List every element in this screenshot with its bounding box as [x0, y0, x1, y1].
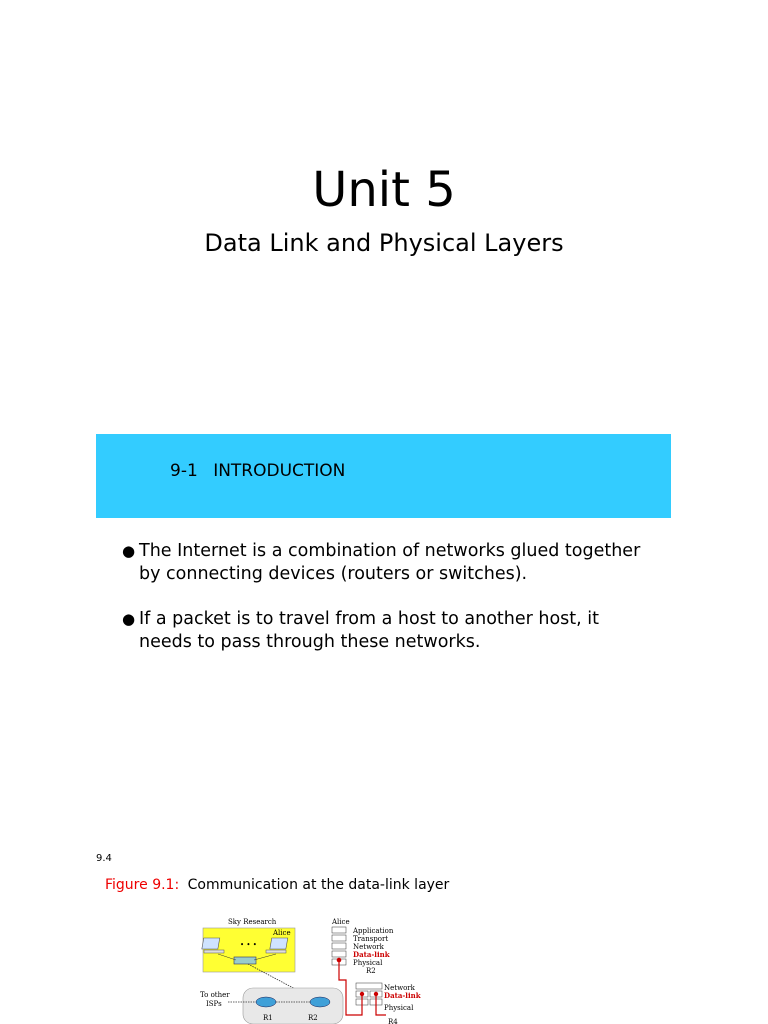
section-number: 9-1 [170, 461, 198, 481]
slide-title: Unit 5 [312, 162, 456, 218]
alice-stack-label: Alice [332, 918, 350, 926]
bullet-text: The Internet is a combination of networks glued together by connecting devices (routers or switches). [139, 541, 641, 584]
figure-number: Figure 9.1: [105, 877, 180, 893]
section-banner [96, 434, 671, 518]
isp-region [243, 988, 343, 1024]
alice-lan-label: Alice [273, 929, 291, 937]
figure-caption-text: Communication at the data-link layer [187, 877, 450, 893]
list-item [122, 608, 642, 654]
r4-label: R4 [388, 1018, 398, 1024]
slide-subtitle: Data Link and Physical Layers [204, 229, 564, 257]
router-icon [310, 997, 330, 1007]
bullet-icon: ● [122, 542, 136, 560]
page-number: 9.4 [96, 853, 112, 864]
data-link-marker [360, 992, 364, 996]
bullet-list [122, 540, 642, 676]
data-link-marker [337, 958, 342, 963]
stack-layer-label: Network [353, 943, 384, 951]
to-other-label: To other [200, 991, 230, 999]
bullet-text: If a packet is to travel from a host to another host, it needs to pass through these networks. [139, 609, 599, 652]
stack-layer-label: Data-link [353, 950, 390, 959]
data-link-marker [374, 992, 378, 996]
stack-layer-label: Application [353, 927, 394, 935]
r2-router-label: R2 [308, 1014, 318, 1022]
figure-caption [105, 877, 449, 893]
stack-layer-label: Physical [384, 1004, 414, 1012]
sky-research-label: Sky Research [228, 918, 277, 926]
router-icon [256, 997, 276, 1007]
section-heading [170, 461, 345, 481]
ellipsis-icon: • • • [240, 941, 257, 949]
stack-layer-label: Physical [353, 959, 383, 967]
switch-icon [234, 957, 256, 964]
stack-layer-label: Network [384, 984, 415, 992]
stack-layer-label: Transport [353, 935, 389, 943]
bullet-icon: ● [122, 610, 136, 628]
isps-label: ISPs [206, 1000, 222, 1008]
network-diagram [196, 914, 426, 1024]
section-title: INTRODUCTION [213, 461, 346, 481]
r2-stack-label: R2 [366, 967, 376, 975]
r1-label: R1 [263, 1014, 273, 1022]
list-item [122, 540, 642, 586]
stack-layer-label: Data-link [384, 991, 421, 1000]
